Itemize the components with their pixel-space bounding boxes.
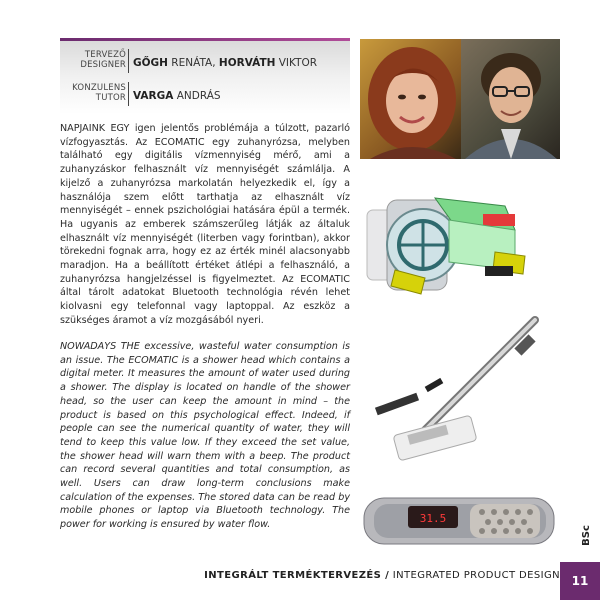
accent-line xyxy=(60,38,350,41)
display-readout: 31.5 xyxy=(419,512,447,525)
showerhead-exploded-view xyxy=(367,198,525,294)
page-number: 11 xyxy=(560,562,600,600)
tutor-divider xyxy=(128,82,129,106)
tutor-names: VARGA ANDRÁS xyxy=(133,90,221,102)
showerhead-render-image xyxy=(360,490,560,552)
hungarian-description: NAPJAINK EGY igen jelentős problémája a túlzott, pazarló vízfogyasztás. Az ECOMATIC egy zuhanyrózsa, melyben található egy digitális vízmennyiség mérő, ami a zuhanyzáskor felhasznált víz mennyiségét számlálja. A kijelző a zuhanyrózsa markolatán helyezkedik el, így a használója szem előtt tarthatja az elhasznált víz mennyiségét – ennek pszichológiai hatására épül a termék. Ha ugyanis az emberek számszerűleg látják az általuk elhasznált víz mennyiségét (literben vagy forintban), akkor törekedni fognak arra, hogy ez az érték minél alacsonyabb maradjon. Ha a beállított értéket átlépi a felhasználó, a zuhanyrózsa hangjelzéssel is figyelmeztet. Az ECOMATIC által tárolt adatokat Bluetooth technológia révén lehet kiolvasni egy telefonnal vagy laptoppal. Az eszköz a szükséges áramot a víz mozgásából nyeri. xyxy=(60,123,350,326)
designer-photo-viktor xyxy=(461,39,560,159)
designer-label: TERVEZŐ DESIGNER xyxy=(80,50,126,70)
tutor-label: KONZULENS TUTOR xyxy=(72,83,126,103)
designer-names: GŐGH RENÁTA, HORVÁTH VIKTOR xyxy=(133,57,318,69)
exploded-product-drawing xyxy=(365,170,560,470)
portrait-photo-icon xyxy=(461,39,560,159)
portrait-photo-icon xyxy=(360,39,461,159)
page-footer: INTEGRÁLT TERMÉKTERVEZÉS / INTEGRATED PRODUCT DESIGN xyxy=(204,570,560,581)
designer-divider xyxy=(128,49,129,73)
english-description: NOWADAYS THE excessive, wasteful water consumption is an issue. The ECOMATIC is a shower head which contains a digital meter. It measures the amount of water used during a shower. The display is located on handle of the shower head, so the user can keep the amount in mind – the product is based on this psychological effect. Indeed, if people can see the numerical quantity of water, they will tend to keep this value low. If they exceed the set value, the shower head will warn them with a beep. The product can record several quantities and total consumption, as well. Users can draw long-term conclusions make calculation of the expenses. The stored data can be read by mobile phones or laptop via Bluetooth technology. The power for working is ensured by water flow. xyxy=(60,341,350,531)
handle-exploded-parts xyxy=(375,320,536,461)
assembled-showerhead-render xyxy=(360,490,560,552)
designer-photo-renata xyxy=(360,39,461,159)
degree-side-label: BSc xyxy=(580,524,592,546)
